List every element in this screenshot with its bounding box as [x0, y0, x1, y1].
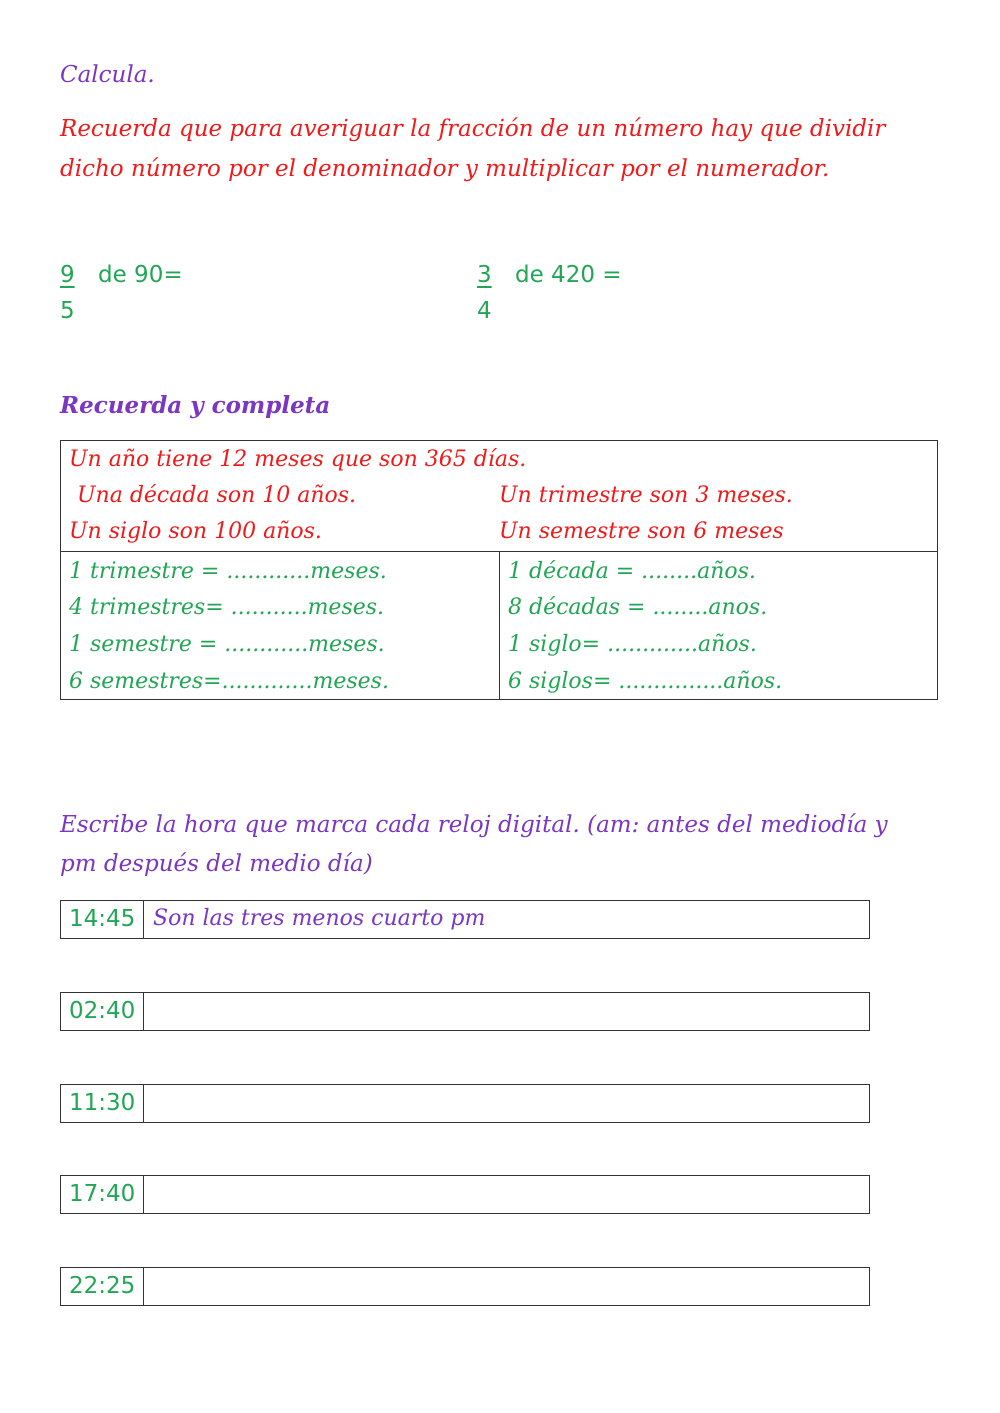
exercise-item: 1 siglo= .............años. [508, 632, 757, 657]
clock-row [60, 1267, 870, 1306]
fraction-instruction-line2: dicho número por el denominador y multiplicar por el numerador. [60, 156, 830, 182]
table-divider [499, 552, 500, 700]
digital-time: 14:45 [61, 901, 144, 938]
exercise-item: 4 trimestres= ...........meses. [69, 595, 385, 620]
exercise-item: 6 semestres=.............meses. [69, 669, 389, 694]
time-units-table [60, 440, 938, 700]
fact-trimester: Un trimestre son 3 meses. [499, 483, 793, 508]
fraction-instruction-line1: Recuerda que para averiguar la fracción de un número hay que dividir [60, 116, 886, 142]
clock-row [60, 1175, 870, 1214]
exercise-item: 8 décadas = ........anos. [508, 595, 768, 620]
digital-time: 02:40 [61, 993, 144, 1030]
fact-year: Un año tiene 12 meses que son 365 días. [69, 447, 527, 472]
clock-instruction-line1: Escribe la hora que marca cada reloj digital. (am: antes del mediodía y [60, 812, 888, 838]
time-answer-field[interactable] [145, 993, 869, 1030]
exercise-item: 1 década = ........años. [508, 559, 756, 584]
fraction-problem-text: de 90= [98, 262, 183, 288]
clock-row [60, 992, 870, 1031]
digital-time: 11:30 [61, 1085, 144, 1122]
fact-century: Un siglo son 100 años. [69, 519, 322, 544]
digital-time: 17:40 [61, 1176, 144, 1213]
time-answer-field[interactable] [145, 1268, 869, 1305]
fact-semester: Un semestre son 6 meses [499, 519, 784, 544]
calcula-title: Calcula. [60, 62, 155, 88]
fraction-numerator: 3 [477, 262, 492, 288]
time-answer-field[interactable] [145, 1085, 869, 1122]
fraction-denominator: 5 [60, 298, 75, 324]
fact-decade: Una década son 10 años. [77, 483, 357, 508]
clock-row [60, 900, 870, 939]
recuerda-completa-title: Recuerda y completa [60, 392, 331, 419]
time-answer-field[interactable] [145, 1176, 869, 1213]
exercise-item: 1 trimestre = ............meses. [69, 559, 387, 584]
clock-instruction-line2: pm después del medio día) [60, 851, 373, 877]
fraction-numerator: 9 [60, 262, 75, 288]
fraction-denominator: 4 [477, 298, 492, 324]
exercise-item: 6 siglos= ...............años. [508, 669, 783, 694]
exercise-item: 1 semestre = ............meses. [69, 632, 385, 657]
time-units-facts [61, 441, 937, 552]
clock-row [60, 1084, 870, 1123]
time-answer-field[interactable]: Son las tres menos cuarto pm [153, 906, 486, 931]
fraction-problem-text: de 420 = [515, 262, 622, 288]
digital-time: 22:25 [61, 1268, 144, 1305]
